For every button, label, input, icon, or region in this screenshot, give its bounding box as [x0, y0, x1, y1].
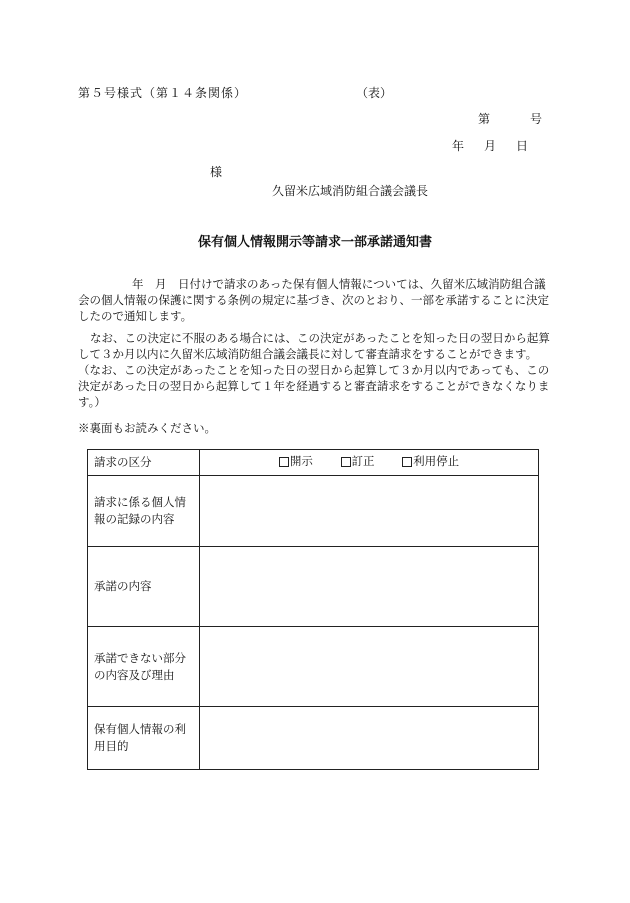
number-prefix: 第	[478, 112, 491, 126]
addressee: 様	[210, 165, 223, 179]
note: ※裏面もお読みください。	[78, 421, 216, 435]
option-correction[interactable]	[341, 453, 375, 470]
option-label: 開示	[289, 454, 313, 469]
info-table	[87, 449, 539, 770]
row-label: 請求の区分	[88, 450, 200, 476]
row-label: 請求に係る個人情報の記録の内容	[88, 476, 200, 547]
number-suffix: 号	[530, 112, 543, 126]
row-label: 承諾の内容	[88, 547, 200, 627]
row-value[interactable]	[200, 547, 539, 627]
option-label: 訂正	[351, 454, 375, 469]
side-label: （表）	[356, 86, 393, 100]
checkbox-icon[interactable]	[402, 457, 412, 467]
sender: 久留米広域消防組合議会議長	[272, 184, 429, 198]
table-row	[88, 707, 539, 770]
date-year: 年	[452, 139, 465, 153]
checkbox-icon[interactable]	[341, 457, 351, 467]
document-title: 保有個人情報開示等請求一部承諾通知書	[197, 235, 432, 250]
body-paragraph-1: 年 月 日付けで請求のあった保有個人情報については、久留米広域消防組合議会の個人情報の保護に関する条例の規定に基づき、次のとおり、一部を承諾することに決定したので通知します。	[78, 277, 550, 323]
row-value[interactable]	[200, 627, 539, 707]
row-value[interactable]	[200, 707, 539, 770]
row-label: 保有個人情報の利用目的	[88, 707, 200, 770]
option-label: 利用停止	[413, 454, 460, 469]
table-row	[88, 450, 539, 476]
table-row	[88, 627, 539, 707]
form-number-label: 第５号様式（第１４条関係）	[78, 86, 248, 100]
checkbox-icon[interactable]	[279, 457, 289, 467]
body-paragraph-2: なお、この決定に不服のある場合には、この決定があったことを知った日の翌日から起算して３か月以内に久留米広域消防組合議会議長に対して審査請求をすることができます。（なお、この決定があったことを知った日の翌日から起算して３か月以内であっても、この決定があった日の翌日から起算して１年を経過すると審査請求をすることができなくなります。）	[78, 331, 550, 409]
option-suspension[interactable]	[402, 453, 459, 470]
option-disclosure[interactable]	[279, 453, 313, 470]
row-label: 承諾できない部分の内容及び理由	[88, 627, 200, 707]
date-day: 日	[516, 139, 529, 153]
table-row	[88, 476, 539, 547]
document-date	[452, 137, 528, 154]
table-row	[88, 547, 539, 627]
date-month: 月	[484, 139, 497, 153]
document-number	[478, 110, 542, 127]
request-type-options	[200, 450, 539, 476]
row-value[interactable]	[200, 476, 539, 547]
